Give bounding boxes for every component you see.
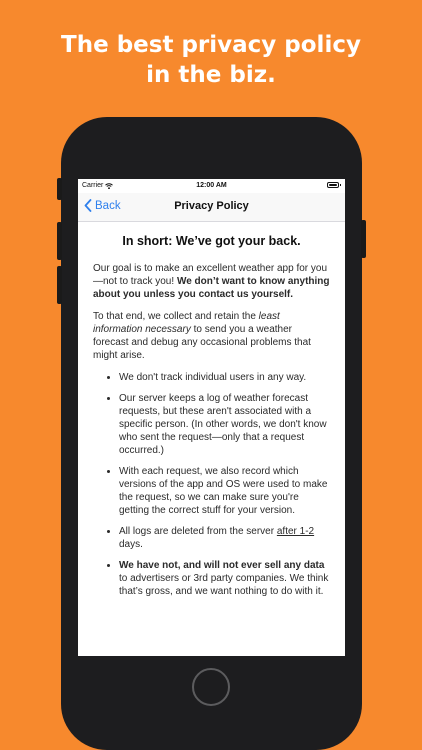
policy-heading: In short: We’ve got your back. [122,234,301,248]
headline [0,30,422,90]
bullet-no-selling-text: to advertisers or 3rd party companies. We think that’s gross, and we want nothing to do with it. [119,573,329,597]
mute-switch [57,178,62,200]
headline-line-2: in the biz. [146,62,276,88]
bullet-no-tracking-text: We don't track individual users in any way. [119,372,307,383]
battery-icon [327,182,339,188]
headline-line-1: The best privacy policy [61,32,361,58]
power-button [361,220,366,258]
home-button[interactable] [192,668,230,706]
collection-text-end: to send you a weather forecast and debug any occasional problems that might arise. [93,324,311,361]
collection-emphasis: least information necessary [93,311,280,335]
status-bar [78,179,345,193]
bullet-version-records-text: With each request, we also record which versions of the app and OS were used to make the request, so we can make sure you're getting the correct stuff for your version. [119,466,328,516]
nav-title: Privacy Policy [174,200,249,212]
bullet-log-deletion-link[interactable]: after 1-2 [276,526,315,537]
bullet-server-logs [119,392,330,457]
policy-bullet-list [93,371,330,598]
policy-intro-paragraph [93,262,330,301]
volume-down-button [57,266,62,304]
policy-collection-paragraph [93,310,330,362]
intro-text: Our goal is to make an excellent weather app for you—not to track you! [93,263,328,287]
phone-screen [78,179,345,656]
bullet-log-deletion [119,525,330,551]
bullet-no-tracking [119,371,330,384]
back-button-label: Back [95,199,121,212]
bullet-no-selling [119,559,330,598]
volume-up-button [57,222,62,260]
bullet-log-deletion-end: days. [119,539,143,550]
policy-content [78,222,345,598]
bullet-log-deletion-start: All logs are deleted from the server [119,526,277,537]
carrier-label: Carrier [82,182,104,189]
bullet-server-logs-text: Our server keeps a log of weather forecast requests, but these aren't associated with a specific person. (In other words, we don't know who sent the request—only that a request occurred.) [119,393,327,456]
bullet-no-selling-bold: We have not, and will not ever sell any data [119,560,325,571]
navigation-bar [78,193,345,222]
status-time: 12:00 AM [196,182,227,189]
bullet-version-records [119,465,330,517]
collection-text-start: To that end, we collect and retain the [93,311,259,322]
intro-bold-text: We don’t want to know anything about you unless you contact us yourself. [93,276,330,300]
